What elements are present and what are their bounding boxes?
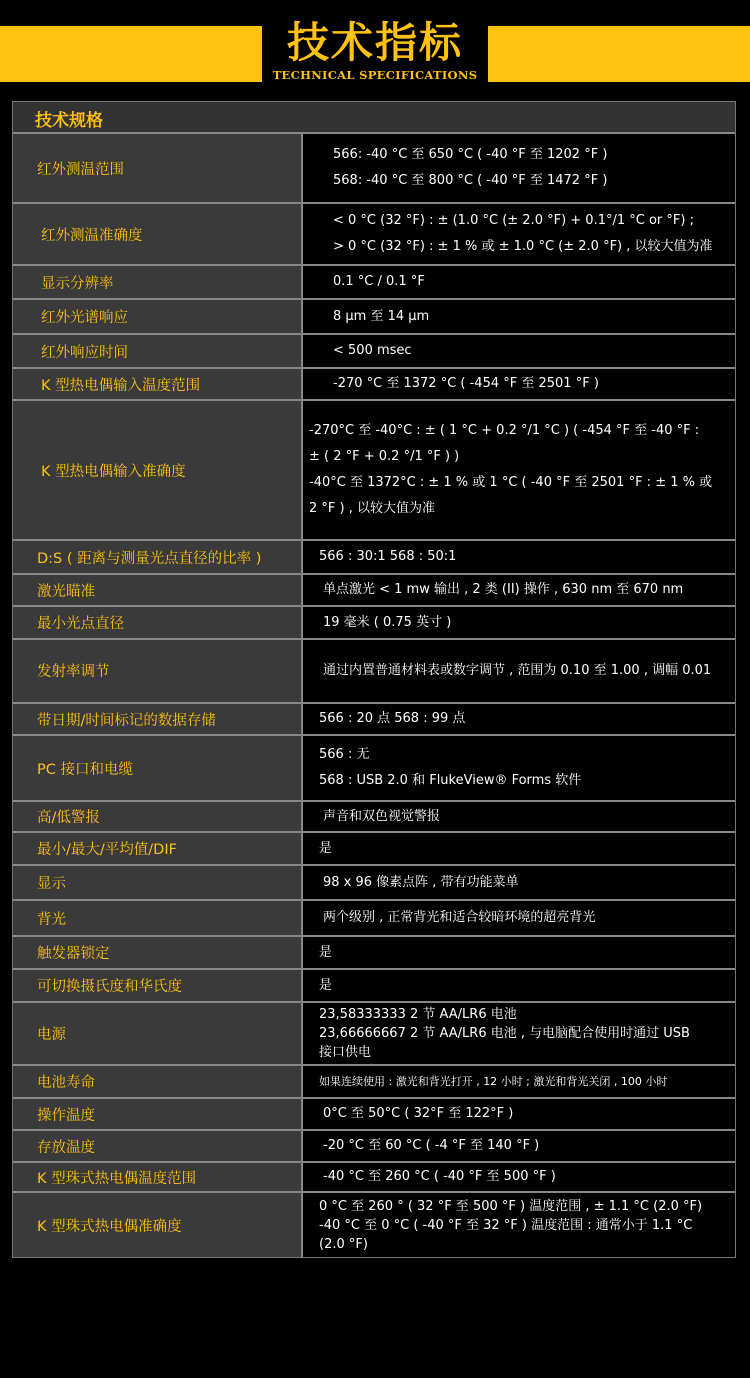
spec-row xyxy=(13,367,735,399)
spec-label: K 型珠式热电偶温度范围 xyxy=(37,1170,197,1187)
spec-label-cell xyxy=(13,901,301,935)
spec-label-cell xyxy=(13,204,301,264)
spec-row xyxy=(13,831,735,864)
spec-value: 是 xyxy=(319,977,333,993)
spec-label-cell xyxy=(13,369,301,399)
spec-label: 显示分辨率 xyxy=(41,275,114,292)
spec-label-cell xyxy=(13,833,301,864)
spec-label-cell xyxy=(13,640,301,702)
spec-value: 23,66666667 2 节 AA/LR6 电池 , 与电脑配合使用时通过 USB xyxy=(319,1026,690,1041)
spec-table-header xyxy=(13,102,735,133)
spec-row xyxy=(13,1097,735,1129)
spec-label: 电源 xyxy=(37,1027,66,1043)
spec-value-cell xyxy=(301,901,735,935)
spec-value-cell xyxy=(301,640,735,702)
spec-label-cell xyxy=(13,866,301,899)
spec-label: K 型珠式热电偶准确度 xyxy=(37,1218,182,1235)
spec-row xyxy=(13,864,735,899)
spec-label-cell xyxy=(13,575,301,605)
spec-row xyxy=(13,202,735,264)
spec-label-cell xyxy=(13,266,301,298)
spec-table xyxy=(12,101,736,1258)
spec-value-cell xyxy=(301,1099,735,1129)
spec-label-cell xyxy=(13,1193,301,1257)
spec-row xyxy=(13,605,735,638)
spec-row xyxy=(13,800,735,831)
spec-row xyxy=(13,1064,735,1097)
spec-label: 带日期/时间标记的数据存储 xyxy=(37,712,216,729)
banner-subtitle: TECHNICAL SPECIFICATIONS xyxy=(272,68,478,82)
spec-label-cell xyxy=(13,300,301,333)
spec-value: 0°C 至 50°C ( 32°F 至 122°F ) xyxy=(323,1106,514,1121)
spec-value: 如果连续使用 : 激光和背光打开 , 12 小时 ; 激光和背光关闭 , 100 小时 xyxy=(319,1074,668,1088)
spec-row xyxy=(13,638,735,702)
spec-value: (2.0 °F) xyxy=(319,1236,368,1252)
spec-label: 红外响应时间 xyxy=(41,344,128,361)
spec-value-cell xyxy=(301,607,735,638)
spec-value: -270 °C 至 1372 °C ( -454 °F 至 2501 °F ) xyxy=(333,376,599,391)
spec-label: K 型热电偶输入准确度 xyxy=(41,463,186,480)
spec-label: 发射率调节 xyxy=(37,664,110,680)
banner xyxy=(0,0,750,100)
spec-label-cell xyxy=(13,541,301,573)
spec-row xyxy=(13,333,735,367)
spec-value: 568: -40 °C 至 800 °C ( -40 °F 至 1472 °F ) xyxy=(333,173,608,188)
spec-value: -40 °C 至 260 °C ( -40 °F 至 500 °F ) xyxy=(323,1169,556,1184)
spec-value: 是 xyxy=(319,944,333,960)
spec-value: -20 °C 至 60 °C ( -4 °F 至 140 °F ) xyxy=(323,1138,540,1153)
spec-label-cell xyxy=(13,335,301,367)
spec-value: 两个级别 , 正常背光和适合较暗环境的超亮背光 xyxy=(323,910,596,925)
spec-label: 红外测温准确度 xyxy=(41,227,143,244)
spec-value: 2 °F ) , 以较大值为准 xyxy=(309,501,435,516)
spec-row xyxy=(13,539,735,573)
spec-value: 接口供电 xyxy=(319,1045,372,1060)
spec-value: 是 xyxy=(319,840,333,856)
spec-value: -40°C 至 1372°C : ± 1 % 或 1 °C ( -40 °F 至 2501 °F : ± 1 % 或 xyxy=(309,475,713,490)
spec-value-cell xyxy=(301,134,735,202)
spec-value: < 0 °C (32 °F) : ± (1.0 °C (± 2.0 °F) + 0.1°/1 °C or °F) ; xyxy=(333,213,694,228)
spec-label-cell xyxy=(13,1099,301,1129)
spec-label-cell xyxy=(13,937,301,968)
spec-row xyxy=(13,734,735,800)
spec-label-cell xyxy=(13,1066,301,1097)
spec-row xyxy=(13,1161,735,1191)
spec-value: < 500 msec xyxy=(333,343,412,358)
spec-value: -270°C 至 -40°C : ± ( 1 °C + 0.2 °/1 °C ) ( -454 °F 至 -40 °F : xyxy=(309,423,700,438)
spec-row xyxy=(13,1129,735,1161)
spec-value-cell xyxy=(301,575,735,605)
spec-value-cell xyxy=(301,335,735,367)
spec-value-cell xyxy=(301,541,735,573)
spec-row xyxy=(13,264,735,298)
spec-label: 触发器锁定 xyxy=(37,946,110,962)
spec-value-cell xyxy=(301,1163,735,1191)
spec-row xyxy=(13,1001,735,1064)
spec-value-cell xyxy=(301,1193,735,1257)
spec-row xyxy=(13,399,735,539)
spec-row xyxy=(13,1191,735,1257)
banner-title: 技术指标 xyxy=(286,18,463,67)
spec-label: D:S ( 距离与测量光点直径的比率 ) xyxy=(37,550,262,567)
spec-row xyxy=(13,298,735,333)
spec-row xyxy=(13,702,735,734)
spec-label: PC 接口和电缆 xyxy=(37,761,133,778)
spec-row xyxy=(13,899,735,935)
spec-value: > 0 °C (32 °F) : ± 1 % 或 ± 1.0 °C (± 2.0 °F) , 以较大值为准 xyxy=(333,239,713,254)
spec-value: ± ( 2 °F + 0.2 °/1 °F ) ) xyxy=(309,449,460,464)
spec-label-cell xyxy=(13,970,301,1001)
spec-value-cell xyxy=(301,970,735,1001)
spec-label-cell xyxy=(13,1003,301,1064)
spec-value: 566 : 无 xyxy=(319,747,370,762)
spec-value-cell xyxy=(301,300,735,333)
spec-value-cell xyxy=(301,1066,735,1097)
spec-value-cell xyxy=(301,204,735,264)
spec-row xyxy=(13,573,735,605)
spec-value: 0 °C 至 260 ° ( 32 °F 至 500 °F ) 温度范围 , ± 1.1 °C (2.0 °F) xyxy=(319,1198,703,1214)
spec-label: K 型热电偶输入温度范围 xyxy=(41,377,201,394)
spec-value: 98 x 96 像素点阵 , 带有功能菜单 xyxy=(323,874,519,890)
spec-value-cell xyxy=(301,833,735,864)
spec-label: 显示 xyxy=(37,876,66,892)
spec-row xyxy=(13,132,735,202)
spec-value: 19 毫米 ( 0.75 英寸 ) xyxy=(323,614,452,630)
spec-value: 通过内置普通材料表或数字调节 , 范围为 0.10 至 1.00 , 调幅 0.01 xyxy=(323,663,712,678)
spec-value-cell xyxy=(301,1131,735,1161)
spec-label: 红外光谱响应 xyxy=(41,310,128,326)
spec-label-cell xyxy=(13,401,301,539)
spec-value: 566 : 20 点 568 : 99 点 xyxy=(319,711,466,726)
spec-value: 566: -40 °C 至 650 °C ( -40 °F 至 1202 °F ) xyxy=(333,147,608,162)
spec-value: 8 µm 至 14 µm xyxy=(333,308,430,324)
spec-label: 电池寿命 xyxy=(37,1075,95,1091)
spec-row xyxy=(13,935,735,968)
spec-row xyxy=(13,968,735,1001)
banner-bar-left xyxy=(0,26,262,82)
spec-label-cell xyxy=(13,736,301,800)
spec-value: 568 : USB 2.0 和 FlukeView® Forms 软件 xyxy=(319,773,582,788)
spec-value: 单点激光 < 1 mw 输出 , 2 类 (II) 操作 , 630 nm 至 670 nm xyxy=(323,582,684,597)
spec-value-cell xyxy=(301,937,735,968)
spec-label-cell xyxy=(13,1131,301,1161)
spec-value-cell xyxy=(301,866,735,899)
spec-value-cell xyxy=(301,704,735,734)
spec-label-cell xyxy=(13,607,301,638)
spec-label: 操作温度 xyxy=(37,1107,95,1124)
spec-value-cell xyxy=(301,401,735,539)
spec-value-cell xyxy=(301,369,735,399)
spec-label-cell xyxy=(13,704,301,734)
banner-bar-right xyxy=(488,26,750,82)
spec-value: 23,58333333 2 节 AA/LR6 电池 xyxy=(319,1007,517,1022)
spec-value: 声音和双色视觉警报 xyxy=(323,808,441,824)
spec-label-cell xyxy=(13,1163,301,1191)
spec-value-cell xyxy=(301,1003,735,1064)
spec-label: 激光瞄准 xyxy=(37,583,95,600)
spec-label: 最小光点直径 xyxy=(37,616,124,632)
spec-value-cell xyxy=(301,736,735,800)
spec-label: 背光 xyxy=(37,911,66,928)
spec-label-cell xyxy=(13,134,301,202)
spec-label: 红外测温范围 xyxy=(37,161,124,178)
spec-label: 高/低警报 xyxy=(37,810,100,826)
spec-label: 最小/最大/平均值/DIF xyxy=(37,842,177,858)
spec-value: -40 °C 至 0 °C ( -40 °F 至 32 °F ) 温度范围 : 通常小于 1.1 °C xyxy=(319,1217,693,1233)
spec-value: 566 : 30:1 568 : 50:1 xyxy=(319,549,457,564)
spec-label: 存放温度 xyxy=(37,1139,95,1156)
spec-label: 可切换摄氏度和华氏度 xyxy=(37,979,182,995)
spec-value: 0.1 °C / 0.1 °F xyxy=(333,274,425,289)
spec-table-title: 技术规格 xyxy=(35,111,103,131)
spec-value-cell xyxy=(301,266,735,298)
spec-label-cell xyxy=(13,802,301,831)
spec-value-cell xyxy=(301,802,735,831)
